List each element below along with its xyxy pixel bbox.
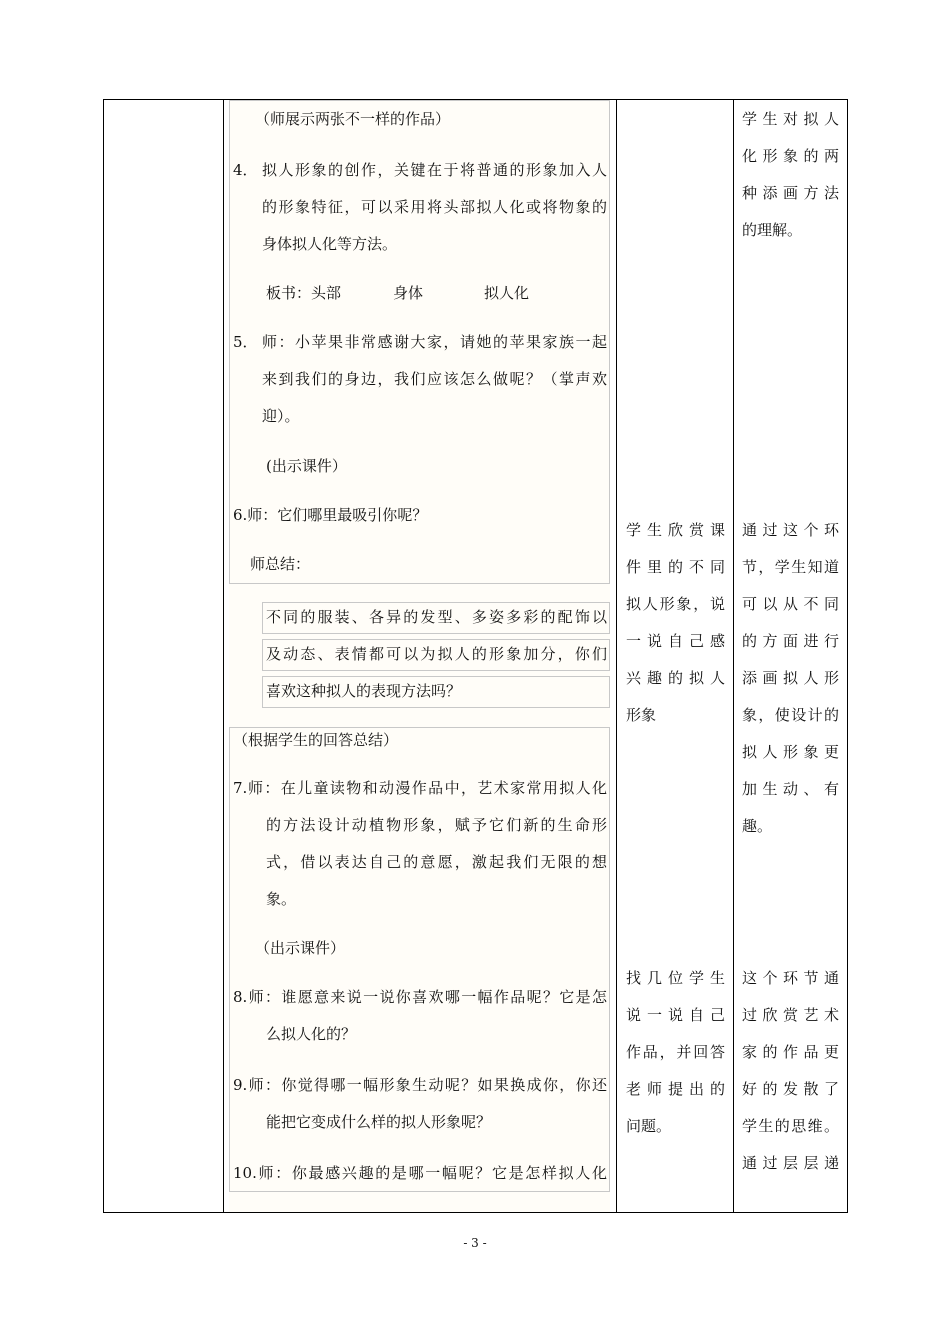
summary-label: 师总结： — [250, 555, 311, 573]
page-number: - 3 - — [463, 1236, 487, 1250]
summary-line-1: 不同的服装、各异的发型、多姿多彩的配饰以 — [266, 608, 607, 626]
intent-block1-line-4: 的理解。 — [742, 221, 803, 239]
step5-number: 5． — [233, 333, 258, 351]
intent-block2-line-8: 加生动、有 — [742, 780, 839, 798]
intent-block2-line-3: 可以从不同 — [742, 595, 839, 613]
step7-line-3: 式，借以表达自己的意愿，激起我们无限的想 — [266, 853, 607, 871]
step4-line-1: 拟人形象的创作，关键在于将普通的形象加入人 — [262, 161, 607, 179]
board-label: 板书：头部 — [266, 284, 342, 302]
student-block2-line-3: 作品，并回答 — [626, 1043, 725, 1061]
intent-block3-line-3: 家的作品更 — [742, 1043, 839, 1061]
show-courseware-2: （出示课件） — [255, 939, 346, 957]
student-block2-line-1: 找几位学生 — [626, 969, 725, 987]
student-block2-line-4: 老师提出的 — [626, 1080, 725, 1098]
intent-block1-line-1: 学生对拟人 — [742, 110, 839, 128]
student-block2-line-2: 说一说自己 — [626, 1006, 725, 1024]
intent-block2-line-5: 添画拟人形 — [742, 669, 839, 687]
student-block1-line-1: 学生欣赏课 — [626, 521, 725, 539]
step4-line-3: 身体拟人化等方法。 — [262, 235, 398, 253]
step9-line-2: 能把它变成什么样的拟人形象呢？ — [266, 1113, 492, 1131]
intent-block3-line-5: 学生的思维。 — [742, 1117, 839, 1135]
intent-block2-line-9: 趣。 — [742, 817, 773, 835]
summary-line-2: 及动态、表情都可以为拟人的形象加分，你们 — [266, 645, 607, 663]
step5-line-3: 迎）。 — [262, 407, 300, 425]
intent-block2-line-2: 节，学生知道 — [742, 558, 839, 576]
step4-line-2: 的形象特征，可以采用将头部拟人化或将物象的 — [262, 198, 607, 216]
intent-block1-line-2: 化形象的两 — [742, 147, 839, 165]
student-block1-line-4: 一说自己感 — [626, 632, 725, 650]
student-block1-line-6: 形象 — [626, 706, 657, 724]
summary-line-3: 喜欢这种拟人的表现方法吗？ — [266, 682, 462, 700]
column-divider-2 — [616, 99, 617, 1213]
column-divider-1 — [223, 99, 224, 1213]
intent-block1-line-3: 种添画方法 — [742, 184, 839, 202]
student-block1-line-5: 兴趣的拟人 — [626, 669, 725, 687]
board-personify: 拟人化 — [484, 284, 530, 302]
step7-line-2: 的方法设计动植物形象，赋予它们新的生命形 — [266, 816, 607, 834]
summarize-by-answers: （根据学生的回答总结） — [233, 731, 399, 749]
step8-line-2: 么拟人化的？ — [266, 1025, 357, 1043]
student-block2-line-5: 问题。 — [626, 1117, 672, 1135]
student-block1-line-2: 件里的不同 — [626, 558, 725, 576]
step9-line-1: 9.师：你觉得哪一幅形象生动呢？如果换成你，你还 — [233, 1076, 607, 1094]
step5-line-2: 来到我们的身边，我们应该怎么做呢？（掌声欢 — [262, 370, 607, 388]
column-divider-3 — [733, 99, 734, 1213]
student-block1-line-3: 拟人形象，说 — [626, 595, 725, 613]
intent-block2-line-4: 的方面进行 — [742, 632, 839, 650]
step10-question: 10.师：你最感兴趣的是哪一幅呢？它是怎样拟人化 — [233, 1164, 607, 1182]
intent-block3-line-4: 好的发散了 — [742, 1080, 839, 1098]
step8-line-1: 8.师：谁愿意来说一说你喜欢哪一幅作品呢？它是怎 — [233, 988, 607, 1006]
step7-line-4: 象。 — [266, 890, 297, 908]
intent-block3-line-6: 通过层层递 — [742, 1154, 839, 1172]
intent-block3-line-1: 这个环节通 — [742, 969, 839, 987]
intent-block3-line-2: 过欣赏艺术 — [742, 1006, 839, 1024]
board-body: 身体 — [393, 284, 424, 302]
step7-number: 7. — [233, 779, 248, 797]
step6-question: 6.师：它们哪里最吸引你呢？ — [233, 506, 428, 524]
intent-block2-line-1: 通过这个环 — [742, 521, 839, 539]
shows-two-works: （师展示两张不一样的作品） — [255, 110, 451, 128]
step5-line-1: 师：小苹果非常感谢大家，请她的苹果家族一起 — [262, 333, 607, 351]
step7-line-1: 师：在儿童读物和动漫作品中，艺术家常用拟人化 — [248, 779, 607, 797]
step4-number: 4． — [233, 161, 258, 179]
intent-block2-line-7: 拟人形象更 — [742, 743, 839, 761]
show-courseware-1: (出示课件） — [266, 457, 347, 475]
intent-block2-line-6: 象，使设计的 — [742, 706, 839, 724]
